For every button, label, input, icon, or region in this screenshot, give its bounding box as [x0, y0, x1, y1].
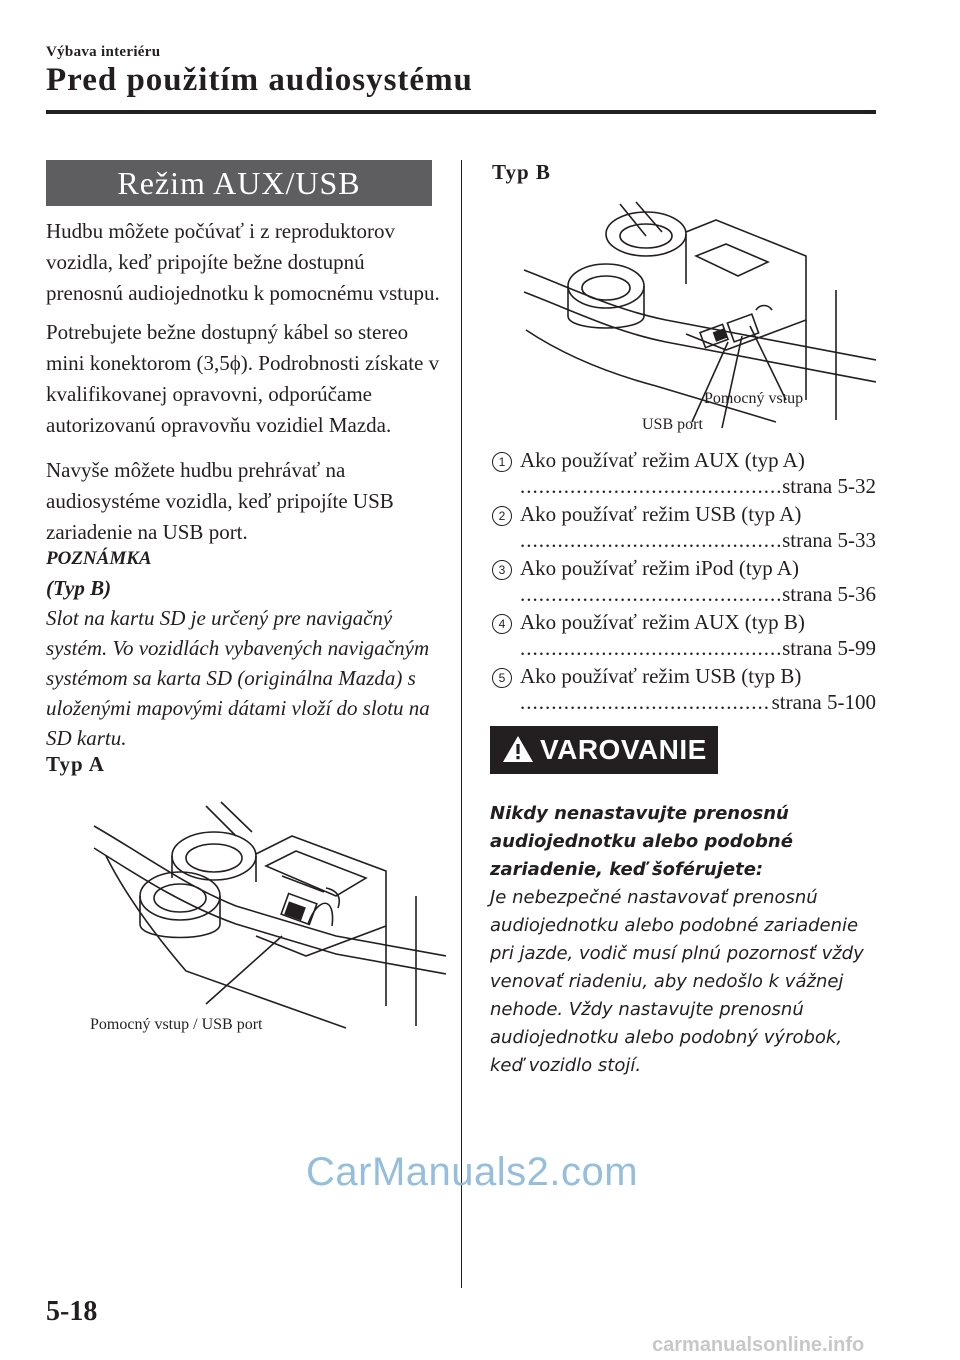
- item-label: Ako používať režim USB (typ A): [520, 502, 802, 526]
- item-page: strana 5-99: [782, 636, 876, 660]
- item-label: Ako používať režim iPod (typ A): [520, 556, 800, 580]
- warning-bold-text: Nikdy nenastavujte prenosnú audiojednotku alebo podobné zariadenie, keď šoférujete:: [490, 803, 793, 880]
- reference-item[interactable]: [492, 500, 876, 554]
- type-a-label: Typ A: [46, 752, 105, 776]
- item-label: Ako používať režim AUX (typ A): [520, 448, 805, 472]
- item-label: Ako používať režim USB (typ B): [520, 664, 802, 688]
- item-number: 1: [492, 452, 512, 472]
- reference-item[interactable]: [492, 608, 876, 662]
- item-page: strana 5-32: [782, 474, 876, 498]
- note-subheading: (Typ B): [46, 576, 112, 600]
- usb-paragraph: Navyše môžete hudbu prehrávať na audiosystéme vozidla, keď pripojíte USB zariadenie na USB port.: [46, 458, 394, 544]
- warning-badge: [490, 726, 718, 774]
- warning-body-text: Je nebezpečné nastavovať prenosnú audiojednotku alebo podobné zariadenie pri jazde, vodič musí plnú pozornosť vždy venovať riadeniu, aby nedošlo k vážnej nehode. Vždy nastavujte prenosnú audiojednotku alebo podobný výrobok, keď vozidlo stojí.: [490, 887, 864, 1076]
- type-b-aux-caption: Pomocný vstup: [704, 390, 804, 407]
- item-page: strana 5-33: [782, 528, 876, 552]
- reference-item[interactable]: [492, 446, 876, 500]
- item-number: 3: [492, 560, 512, 580]
- item-label: Ako používať režim AUX (typ B): [520, 610, 805, 634]
- item-number: 5: [492, 668, 512, 688]
- type-b-label: Typ B: [492, 160, 551, 184]
- title-rule: [46, 110, 876, 114]
- item-number: 2: [492, 506, 512, 526]
- cable-paragraph: Potrebujete bežne dostupný kábel so stereo mini konektorom (3,5ϕ). Podrobnosti získate v kvalifikovanej opravovni, odporúčame autorizovanú opravovňu vozidiel Mazda.: [46, 320, 440, 437]
- carmanuals-watermark: CarManuals2.com: [306, 1150, 639, 1194]
- reference-list: [492, 446, 876, 716]
- item-number: 4: [492, 614, 512, 634]
- site-watermark: carmanualsonline.info: [652, 1334, 865, 1356]
- page-number: 5-18: [46, 1296, 98, 1327]
- warning-triangle-icon: [502, 734, 534, 764]
- type-a-caption: Pomocný vstup / USB port: [90, 1016, 263, 1033]
- intro-paragraph: Hudbu môžete počúvať i z reproduktorov vozidla, keď pripojíte bežne dostupnú prenosnú audiojednotku k pomocnému vstupu.: [46, 219, 440, 305]
- note-heading: POZNÁMKA: [46, 548, 152, 569]
- warning-text: [490, 800, 880, 1080]
- type-b-console-illustration: [516, 200, 876, 436]
- type-b-usb-caption: USB port: [642, 416, 703, 433]
- item-page: strana 5-36: [782, 582, 876, 606]
- column-divider: [461, 160, 462, 1288]
- section-label: Výbava interiéru: [46, 44, 161, 60]
- reference-item[interactable]: [492, 662, 876, 716]
- page-title: Pred použitím audiosystému: [46, 62, 473, 98]
- note-text: Slot na kartu SD je určený pre navigačný systém. Vo vozidlách vybavených navigačným systémom sa karta SD (originálna Mazda) s uloženými mapovými dátami vloží do slotu na SD kartu.: [46, 606, 430, 750]
- reference-item[interactable]: [492, 554, 876, 608]
- item-page: strana 5-100: [771, 690, 876, 714]
- aux-usb-heading: Režim AUX/USB: [46, 160, 432, 206]
- type-a-console-illustration: [86, 796, 446, 1046]
- warning-label: VAROVANIE: [540, 734, 707, 765]
